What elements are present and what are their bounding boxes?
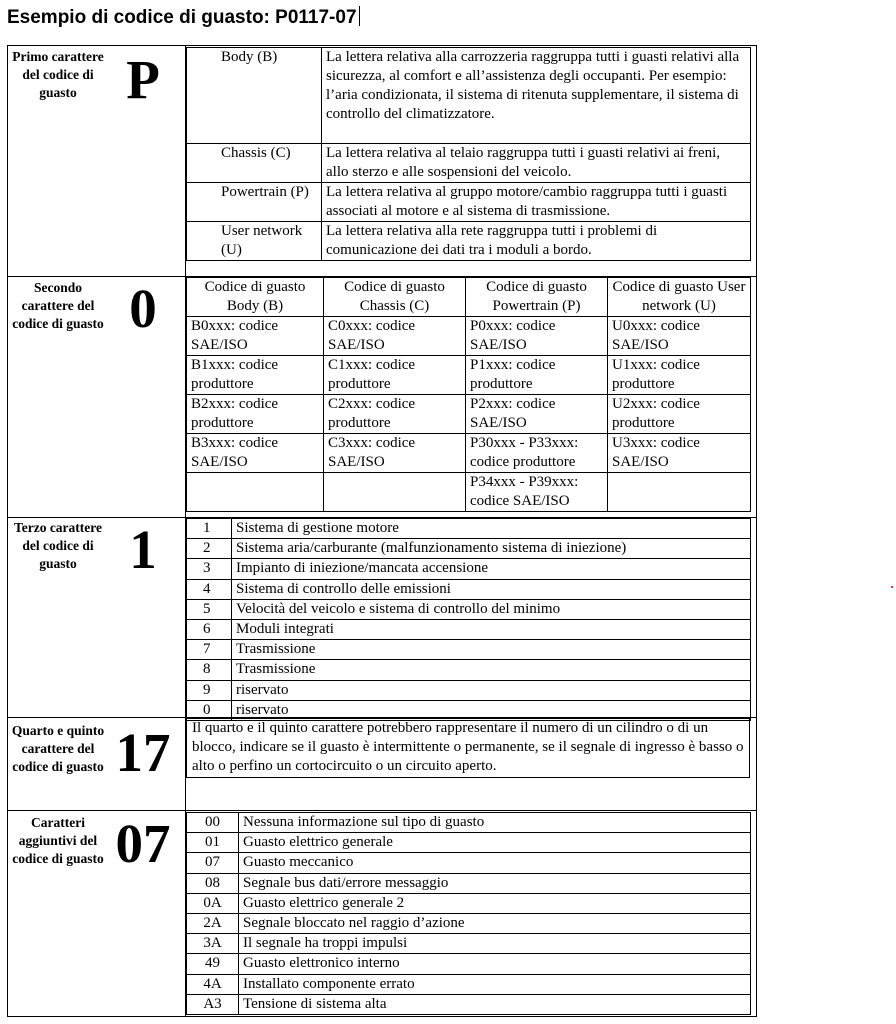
table-cell: P1xxx: codice produttore [466,356,608,395]
code-number: 49 [187,954,239,974]
row-divider [8,810,756,811]
category-key: Body (B) [187,48,322,144]
table-row [187,559,751,579]
section-label-additional: Caratteri aggiuntivi del codice di guasto [12,815,104,866]
section-label-third: Terzo carattere del codice di guasto [13,520,103,571]
code-number: 2 [187,539,232,559]
table-cell: P30xxx - P33xxx: codice produttore [466,434,608,473]
code-desc: Guasto meccanico [239,853,751,873]
code-number: 00 [187,813,239,833]
table-cell [187,473,324,512]
table-row [187,719,750,778]
category-key: Powertrain (P) [187,183,322,222]
table-row [187,893,751,913]
table-row [187,833,751,853]
code-desc: riservato [232,680,751,700]
table-row [187,599,751,619]
column-header: Codice di guasto User network (U) [608,278,751,317]
table-row [187,356,751,395]
code-number: 6 [187,620,232,640]
column-header: Codice di guasto Powertrain (P) [466,278,608,317]
table-row [187,873,751,893]
table-header-row [187,278,751,317]
table-cell [608,473,751,512]
code-number: 2A [187,914,239,934]
table-cell: P2xxx: codice SAE/ISO [466,395,608,434]
code-number: 8 [187,660,232,680]
fourth-fifth-table [186,718,750,778]
table-row [187,680,751,700]
fourth-fifth-desc: Il quarto e il quinto carattere potrebbero rappresentare il numero di un cilindro o di un blocco, indicare se il guasto è intermittente o permanente, se il segnale di ingresso è basso o alto o perfino un cortocircuito o un circuito aperto. [187,719,750,778]
table-row [187,519,751,539]
table-row [187,473,751,512]
table-row [187,974,751,994]
code-number: 0 [187,700,232,720]
column-header: Codice di guasto Body (B) [187,278,324,317]
category-desc: La lettera relativa al gruppo motore/cambio raggruppa tutti i guasti associati al motore e al sistema di trasmissione. [322,183,751,222]
category-desc: La lettera relativa alla carrozzeria raggruppa tutti i guasti relativi alla sicurezza, al comfort e all’assistenza degli occupanti. Per esempio: l’aria condizionata, il sistema di ritenuta supplementare, il sistema di controllo del climatizzatore. [322,48,751,144]
code-desc: Segnale bus dati/errore messaggio [239,873,751,893]
section-symbol-fourth-fifth: 17 [115,722,171,783]
table-cell [324,473,466,512]
table-cell: B3xxx: codice SAE/ISO [187,434,324,473]
code-desc: Guasto elettronico interno [239,954,751,974]
category-key: User network (U) [187,222,322,261]
red-dot-marker [891,586,893,588]
section-symbol-third: 1 [129,519,157,580]
table-cell: C3xxx: codice SAE/ISO [324,434,466,473]
section-symbol-first: P [126,49,160,110]
table-cell: B2xxx: codice produttore [187,395,324,434]
category-desc: La lettera relativa alla rete raggruppa tutti i problemi di comunicazione dei dati tra i moduli a bordo. [322,222,751,261]
code-desc: riservato [232,700,751,720]
code-desc: Tensione di sistema alta [239,994,751,1014]
table-cell: U0xxx: codice SAE/ISO [608,317,751,356]
table-row [187,222,751,261]
table-row [187,620,751,640]
section-label-fourth-fifth: Quarto e quinto carattere del codice di guasto [11,723,105,774]
section-symbol-second: 0 [129,278,157,339]
table-row [187,934,751,954]
page-title [7,6,360,29]
code-number: 4 [187,579,232,599]
code-desc: Sistema di gestione motore [232,519,751,539]
table-row [187,395,751,434]
code-desc: Guasto elettrico generale [239,833,751,853]
third-char-table [186,518,751,721]
table-row [187,434,751,473]
code-number: 01 [187,833,239,853]
table-row [187,914,751,934]
table-row [187,317,751,356]
code-number: 4A [187,974,239,994]
table-row [187,640,751,660]
table-cell: P0xxx: codice SAE/ISO [466,317,608,356]
fault-code-table [7,45,757,1017]
code-desc: Segnale bloccato nel raggio d’azione [239,914,751,934]
code-desc: Trasmissione [232,660,751,680]
code-number: 3 [187,559,232,579]
code-desc: Il segnale ha troppi impulsi [239,934,751,954]
additional-codes-table [186,812,751,1015]
table-row [187,144,751,183]
table-row [187,539,751,559]
table-row [187,48,751,144]
table-row [187,660,751,680]
section-symbol-additional: 07 [115,813,171,874]
table-cell: U1xxx: codice produttore [608,356,751,395]
table-cell: C0xxx: codice SAE/ISO [324,317,466,356]
code-number: 0A [187,893,239,913]
table-cell: U3xxx: codice SAE/ISO [608,434,751,473]
table-row [187,183,751,222]
second-char-table [186,277,751,512]
code-desc: Trasmissione [232,640,751,660]
table-cell: C1xxx: codice produttore [324,356,466,395]
table-row [187,579,751,599]
section-label-second: Secondo carattere del codice di guasto [12,280,104,331]
code-desc: Velocità del veicolo e sistema di controllo del minimo [232,599,751,619]
table-cell: U2xxx: codice produttore [608,395,751,434]
code-desc: Nessuna informazione sul tipo di guasto [239,813,751,833]
code-number: 9 [187,680,232,700]
code-desc: Impianto di iniezione/mancata accensione [232,559,751,579]
text-cursor [359,6,360,26]
table-cell: B1xxx: codice produttore [187,356,324,395]
page-title-text: Esempio di codice di guasto: P0117-07 [7,7,357,28]
code-number: 3A [187,934,239,954]
category-key: Chassis (C) [187,144,322,183]
code-number: 08 [187,873,239,893]
code-number: 5 [187,599,232,619]
section-label-first: Primo carattere del codice di guasto [12,49,104,100]
table-cell: C2xxx: codice produttore [324,395,466,434]
code-number: A3 [187,994,239,1014]
code-number: 07 [187,853,239,873]
table-cell: P34xxx - P39xxx: codice SAE/ISO [466,473,608,512]
code-desc: Sistema aria/carburante (malfunzionamento sistema di iniezione) [232,539,751,559]
table-row [187,813,751,833]
category-desc: La lettera relativa al telaio raggruppa tutti i guasti relativi ai freni, allo sterzo e alle sospensioni del veicolo. [322,144,751,183]
code-desc: Sistema di controllo delle emissioni [232,579,751,599]
code-number: 7 [187,640,232,660]
first-char-table [186,47,751,261]
code-desc: Guasto elettrico generale 2 [239,893,751,913]
table-cell: B0xxx: codice SAE/ISO [187,317,324,356]
code-number: 1 [187,519,232,539]
table-row [187,853,751,873]
code-desc: Installato componente errato [239,974,751,994]
table-row [187,954,751,974]
table-row [187,994,751,1014]
column-header: Codice di guasto Chassis (C) [324,278,466,317]
code-desc: Moduli integrati [232,620,751,640]
